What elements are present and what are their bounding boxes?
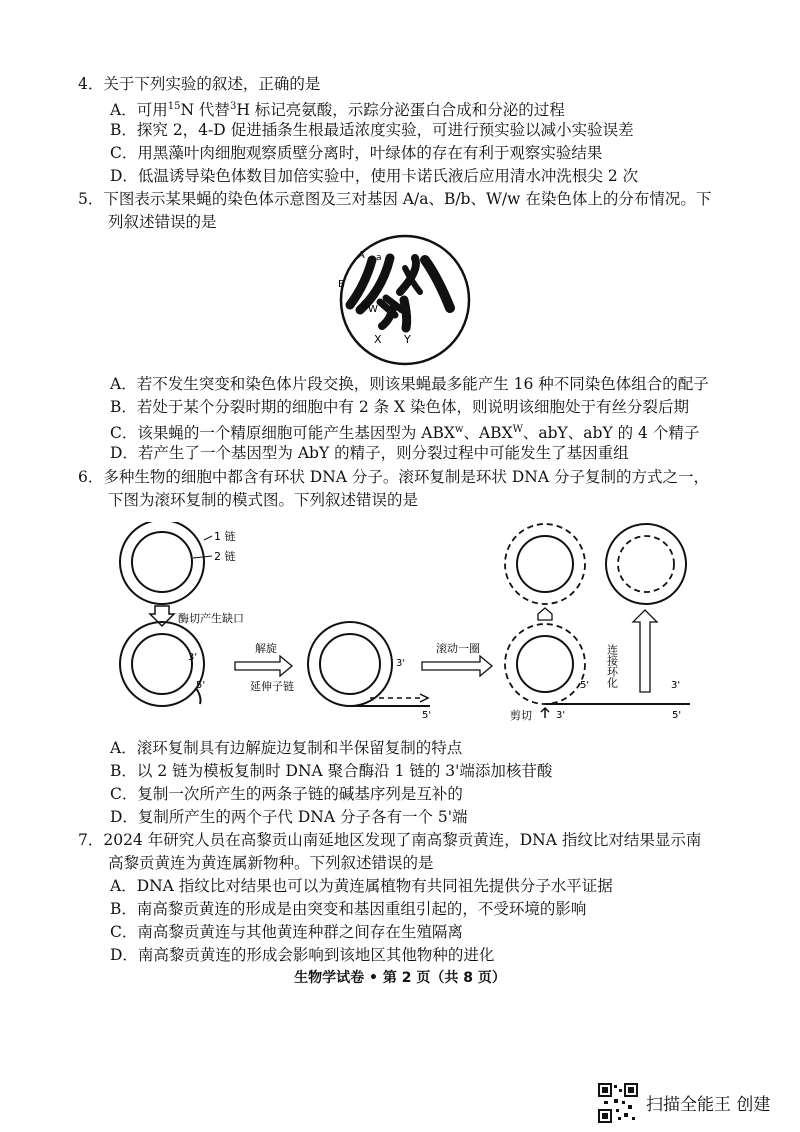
gene-label-W: W xyxy=(368,304,378,315)
label-5prime: 5' xyxy=(196,680,206,691)
label-5prime: 5' xyxy=(422,710,432,721)
chromosome-shape xyxy=(425,260,450,308)
gene-label-a: a xyxy=(376,253,382,263)
q4-option-c: C．用黑藻叶肉细胞观察质壁分离时，叶绿体的存在有利于观察实验结果 xyxy=(110,144,603,162)
q4-stem: 4．关于下列实验的叙述，正确的是 xyxy=(78,75,321,93)
label-chain1: 1 链 xyxy=(214,530,236,543)
label-chain2: 2 链 xyxy=(214,550,236,563)
label-extend: 延伸子链 xyxy=(250,680,294,693)
q7-option-a: A．DNA 指纹比对结果也可以为黄连属植物有共同祖先提供分子水平证据 xyxy=(110,877,613,895)
q4-option-b: B．探究 2，4-D 促进插条生根最适浓度实验，可进行预实验以减小实验误差 xyxy=(110,121,634,139)
gene-label-b: b xyxy=(361,301,367,311)
label-5prime: 5' xyxy=(580,680,590,691)
q5-stem-line2: 列叙述错误的是 xyxy=(108,213,217,231)
q7-option-b: B．南高黎贡黄连的形成是由突变和基因重组引起的，不受环境的影响 xyxy=(110,900,587,918)
label-enzyme-cut: 酶切产生缺口 xyxy=(178,612,244,625)
rolling-circle-diagram xyxy=(100,522,700,732)
qr-code-icon xyxy=(598,1083,638,1123)
label-connect: 连接环化 xyxy=(605,644,619,688)
q5-option-c: C．该果蝇的一个精原细胞可能产生基因型为 ABX$^w$、$ABX^W$、abY、abY 的 4 个精子 xyxy=(110,424,700,442)
q6-option-d: D．复制所产生的两个子代 DNA 分子各有一个 5'端 xyxy=(110,808,468,826)
page-footer: 生物学试卷 • 第 2 页（共 8 页） xyxy=(294,970,506,986)
chromosome-y xyxy=(404,300,407,328)
q6-option-b: B．以 2 链为模板复制时 DNA 聚合酶沿 1 链的 3'端添加核苷酸 xyxy=(110,762,553,780)
q7-stem-line1: 7．2024 年研究人员在高黎贡山南延地区发现了南高黎贡黄连，DNA 指纹比对结果显示南 xyxy=(78,831,702,849)
unwinding-strand-2 xyxy=(320,634,380,694)
q7-stem-line2: 高黎贡黄连为黄连属新物种。下列叙述错误的是 xyxy=(108,854,434,872)
dna-strand-2 xyxy=(132,532,192,592)
template-circle xyxy=(517,636,573,692)
up-arrow-icon xyxy=(538,608,552,620)
q5-stem-line1: 5．下图表示某果蝇的染色体示意图及三对基因 A/a、B/b、W/w 在染色体上的分布情况。下 xyxy=(78,190,712,208)
q5-option-d: D．若产生了一个基因型为 AbY 的精子，则分裂过程中可能发生了基因重组 xyxy=(110,444,629,462)
q4-option-d: D．低温诱导染色体数目加倍实验中，使用卡诺氏液后应用清水冲洗根尖 2 次 xyxy=(110,167,639,185)
up-arrow-icon xyxy=(541,708,549,718)
label-3prime: 3' xyxy=(556,710,566,721)
label-roll: 滚动一圈 xyxy=(436,642,480,655)
label-cut: 剪切 xyxy=(510,709,532,722)
q6-option-c: C．复制一次所产生的两条子链的碱基序列是互补的 xyxy=(110,785,463,803)
label-3prime: 3' xyxy=(671,680,681,691)
q6-stem-line2: 下图为滚环复制的模式图。下列叙述错误的是 xyxy=(108,491,419,509)
label-X: X xyxy=(374,333,382,346)
product-circle-inner xyxy=(517,536,573,592)
label-unwind: 解旋 xyxy=(255,642,277,655)
q5-option-b: B．若处于某个分裂时期的细胞中有 2 条 X 染色体，则说明该细胞处于有丝分裂后期 xyxy=(110,398,689,416)
scanner-watermark: 扫描全能王 创建 xyxy=(646,1095,771,1115)
label-Y: Y xyxy=(404,333,411,346)
gene-label-B: B xyxy=(338,279,345,290)
q5-option-a: A．若不发生突变和染色体片段交换，则该果蝇最多能产生 16 种不同染色体组合的配子 xyxy=(110,375,709,393)
q4-option-a: A．可用$^{15}$N 代替$^3$H 标记亮氨酸，示踪分泌蛋白合成和分泌的过程 xyxy=(110,101,565,119)
q6-option-a: A．滚环复制具有边解旋边复制和半保留复制的特点 xyxy=(110,739,463,757)
product2-circle-inner xyxy=(618,536,674,592)
label-3prime: 3' xyxy=(188,652,198,663)
right-arrow-icon xyxy=(235,656,292,676)
label-3prime: 3' xyxy=(396,658,406,669)
q7-option-c: C．南高黎贡黄连与其他黄连种群之间存在生殖隔离 xyxy=(110,923,463,941)
nicked-strand-2 xyxy=(132,634,192,694)
q6-stem-line1: 6．多种生物的细胞中都含有环状 DNA 分子。滚环复制是环状 DNA 分子复制的方式之一， xyxy=(78,468,709,486)
q7-option-d: D．南高黎贡黄连的形成会影响到该地区其他物种的进化 xyxy=(110,946,495,964)
right-arrow-icon xyxy=(422,656,492,676)
label-5prime: 5' xyxy=(672,710,682,721)
up-arrow-icon xyxy=(633,610,657,692)
chromosome-diagram xyxy=(320,230,490,370)
gene-label-A: A xyxy=(358,250,365,261)
